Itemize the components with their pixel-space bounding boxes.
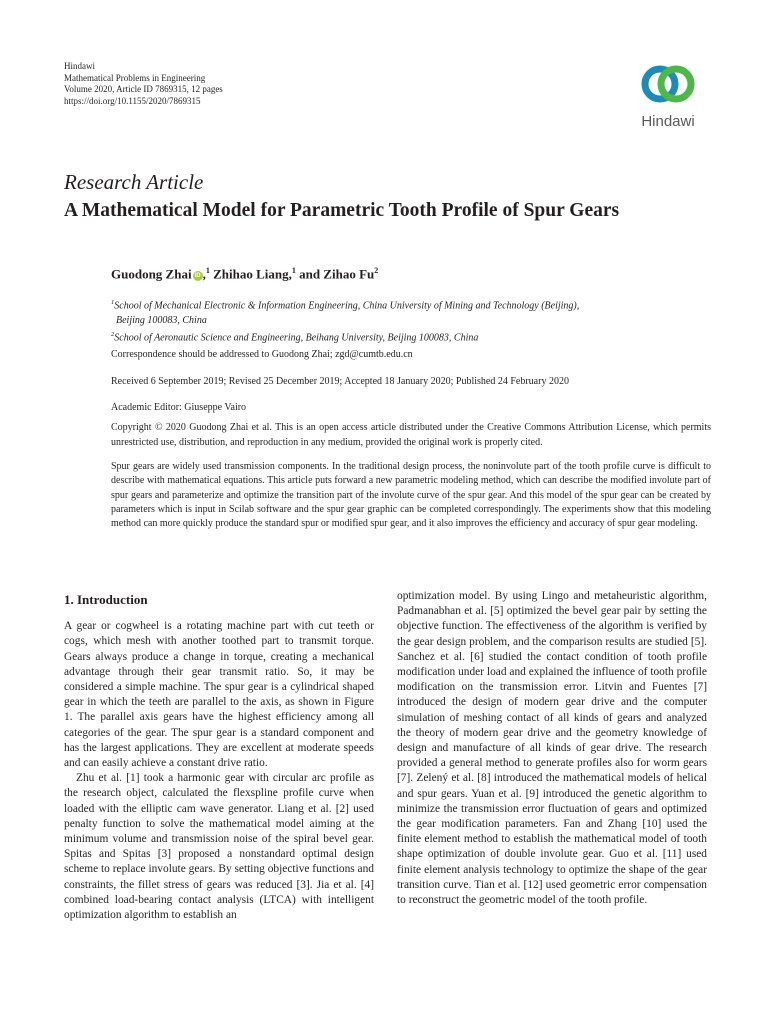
author-affiliation-mark: 1 — [205, 266, 210, 275]
orcid-icon[interactable]: iD — [194, 273, 201, 280]
author-name: and Zihao Fu — [299, 266, 375, 282]
doi-link[interactable]: https://doi.org/10.1155/2020/7869315 — [64, 95, 201, 106]
abstract: Spur gears are widely used transmission components. In the traditional design process, the noninvolute part of the tooth profile curve is difficult to describe with mathematical equations. This article puts forward a new parametric modeling method, which can describe the modified involute part of spur gears and parameterize and optimize the transition part of the involute curve of the spur gear. And this model of the spur gear can be created by parameters which is input in Scilab software and the spur gear graphic can be completed correspondingly. The experiments show that this modeling method can more quickly produce the standard spur or modified spur gear, and it also improves the efficiency and accuracy of spur gear modeling. — [111, 461, 711, 530]
author-name: Guodong Zhai — [111, 266, 192, 282]
body-paragraph: optimization model. By using Lingo and metaheuristic algorithm, Padmanabhan et al. [5] optimized the bevel gear pair by setting the objective function. The effectiveness of the algorithm is verified by the gear design problem, and the comparison results are studied [5]. Sanchez et al. [6] studied the contact condition of tooth profile modification under load and explained the influence of tooth profile modification on the transmission error. Litvin and Fuentes [7] introduced the design of modern gear drive and the computer simulation of meshing contact of all kinds of gears and analyzed the theory of modern gear drive and the geometry knowledge of design and manufacture of all kinds of gear drive. The research provided a general method to generate profiles also for worm gears [7]. Zelený et al. [8] introduced the mathematical models of helical and spur gears. Yuan et al. [9] introduced the genetic algorithm to minimize the transmission error fluctuation of gears and optimized the gear modification parameters. Fan and Zhang [10] used the finite element method to establish the mathematical model of tooth shape optimization of double involute gear. Guo et al. [11] used finite element analysis technology to optimize the shape of the gear transition curve. Tian et al. [12] used geometric error compensation to reconstruct the geometric model of the tooth profile. — [397, 590, 707, 907]
affiliation-item: $^2$School of Aeronautic Science and Engineering, Beihang University, Beijing 100083, China — [111, 331, 479, 344]
article-type: Research Article — [64, 170, 204, 194]
affiliations — [111, 296, 711, 346]
author-list: Guodong Zhai iD ,$^1$ Zhihao Liang,$^1$ and Zihao Fu$^2$ — [111, 266, 379, 282]
volume-info: Volume 2020, Article ID 7869315, 12 pages — [64, 84, 223, 94]
body-paragraph: Zhu et al. [1] took a harmonic gear with circular arc profile as the research object, calculated the flexspline profile curve when loaded with the elliptic cam wave generator. Liang et al. [2] used penalty function to solve the mathematical model aiming at the minimum volume and transmission noise of the spiral bevel gear. Spitas and Spitas [3] proposed a nonstandard optimal design scheme to replace involute gears. By setting objective functions and constraints, the fillet stress of gears was reduced [3]. Jia et al. [4] combined load-bearing contact analysis (LTCA) with intelligent optimization algorithm to establish an — [64, 772, 374, 922]
correspondence: Correspondence should be addressed to Guodong Zhai; zgd@cumtb.edu.cn — [111, 349, 413, 360]
academic-editor: Academic Editor: Giuseppe Vairo — [111, 402, 247, 413]
paper-title: A Mathematical Model for Parametric Tooth Profile of Spur Gears — [64, 200, 620, 221]
left-column — [64, 589, 374, 923]
logo-text: Hindawi — [641, 113, 695, 130]
affiliation-item: $^1$School of Mechanical Electronic & Information Engineering, China University of Mining and Technology (Beijing), — [111, 299, 580, 312]
right-column — [397, 589, 707, 908]
copyright-notice: Copyright © 2020 Guodong Zhai et al. This is an open access article distributed under the Creative Commons Attribution License, which permits unrestricted use, distribution, and reproduction in any medium, provided the original work is properly cited. — [111, 422, 711, 448]
author-name: Zhihao Liang, — [213, 266, 292, 282]
journal-name: Mathematical Problems in Engineering — [64, 72, 206, 83]
hindawi-logo-icon — [640, 58, 696, 110]
hindawi-logo — [628, 58, 708, 136]
publisher-name: Hindawi — [64, 61, 95, 71]
publication-dates: Received 6 September 2019; Revised 25 December 2019; Accepted 18 January 2020; Published 24 February 2020 — [111, 376, 569, 387]
journal-meta — [64, 61, 223, 107]
author-affiliation-mark: 1 — [291, 266, 296, 275]
body-paragraph: A gear or cogwheel is a rotating machine part with cut teeth or cogs, which mesh with another toothed part to transmit torque. Gears always produce a change in torque, creating a mechanical advantage through their gear transmit ratio. So, it may be considered a simple machine. The spur gear is a cylindrical shaped gear in which the teeth are parallel to the axis, as shown in Figure 1. The parallel axis gears have the highest efficiency among all categories of the gear. The spur gear is a standard component and has the largest applications. They are excellent at moderate speeds and can easily achieve a constant drive ratio. — [64, 620, 374, 770]
section-heading: 1. Introduction — [64, 592, 148, 607]
author-affiliation-mark: 2 — [374, 266, 379, 275]
affiliation-item-cont: Beijing 100083, China — [116, 314, 207, 326]
